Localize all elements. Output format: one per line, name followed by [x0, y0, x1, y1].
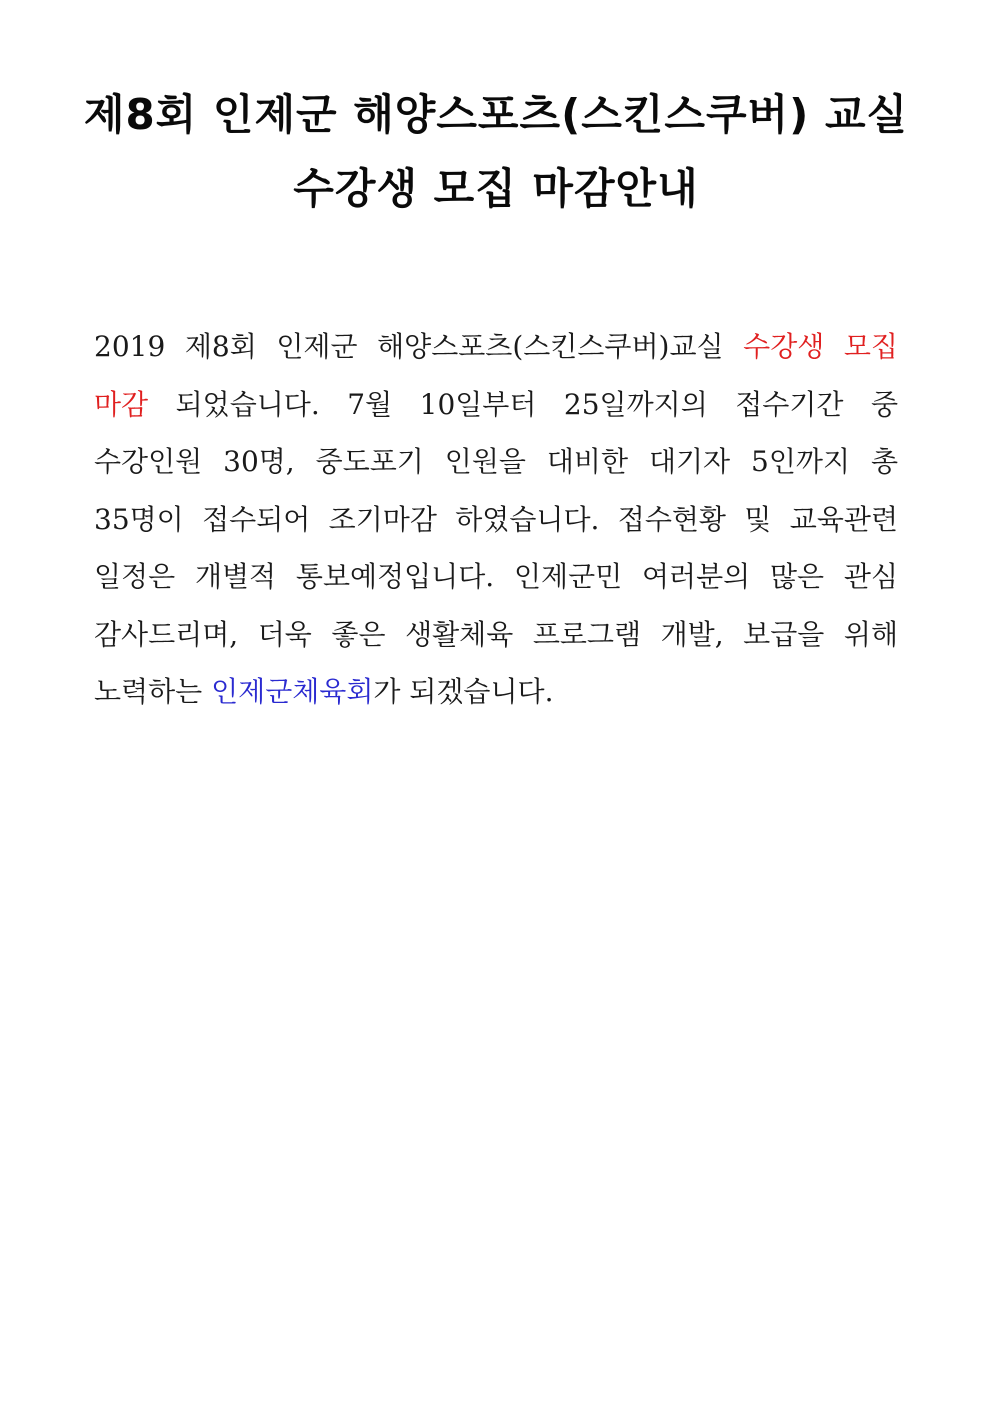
document-title — [60, 78, 932, 226]
title-line-1: 제8회 인제군 해양스포츠(스킨스쿠버) 교실 — [83, 90, 909, 139]
closing-highlight: 수강생 모집 마감 — [94, 330, 898, 421]
body-text-part-2: 되었습니다. 7월 10일부터 25일까지의 접수기간 중 수강인원 30명, 중도포기 인원을 대비한 대기자 5인까지 총 35명이 접수되어 조기마감 하였습니다. 접수현황 및 교육관련 일정은 개별적 통보예정입니다. 인제군민 여러분의 많은 관심 감사드리며, 더욱 좋은 생활체육 프로그램 개발, 보급을 위해 노력하는 — [94, 387, 898, 708]
title-line-2: 수강생 모집 마감안내 — [293, 164, 699, 213]
body-text-part-3: 가 되겠습니다. — [373, 675, 554, 708]
notice-body — [94, 318, 898, 721]
body-text-part-1: 2019 제8회 인제군 해양스포츠(스킨스쿠버)교실 — [94, 330, 744, 363]
organization-highlight: 인제군체육회 — [211, 675, 374, 708]
